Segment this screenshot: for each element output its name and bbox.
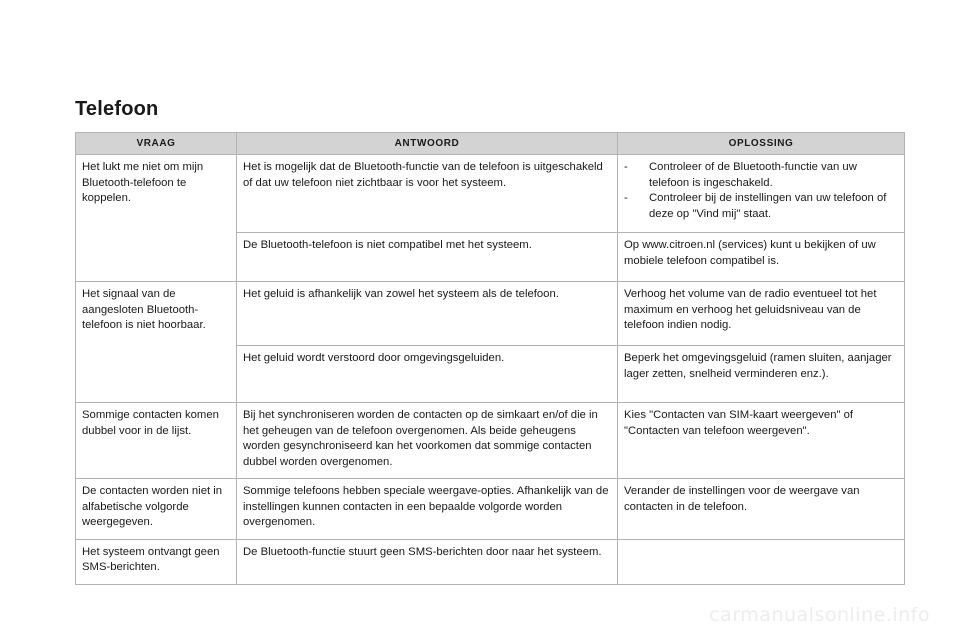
watermark-text: carmanualsonline.info (709, 604, 930, 626)
solution-cell: Verander de instellingen voor de weergave van contacten in de telefoon. (618, 479, 905, 540)
solution-step-text: Controleer bij de instellingen van uw telefoon of deze op "Vind mij" staat. (649, 192, 887, 220)
solution-step-text: Controleer of de Bluetooth-functie van uw telefoon is ingeschakeld. (649, 161, 857, 189)
table-row (76, 539, 905, 584)
column-header-question: VRAAG (76, 133, 237, 155)
solution-cell (618, 155, 905, 233)
answer-cell: De Bluetooth-functie stuurt geen SMS-berichten door naar het systeem. (237, 539, 618, 584)
question-cell: Het lukt me niet om mijn Bluetooth-telefoon te koppelen. (76, 155, 237, 282)
answer-cell: Het geluid is afhankelijk van zowel het systeem als de telefoon. (237, 282, 618, 346)
question-cell: Sommige contacten komen dubbel voor in de lijst. (76, 403, 237, 479)
answer-cell: Het is mogelijk dat de Bluetooth-functie van de telefoon is uitgeschakeld of dat uw telefoon niet zichtbaar is voor het systeem. (237, 155, 618, 233)
solution-cell: Verhoog het volume van de radio eventueel tot het maximum en verhoog het geluidsniveau van de telefoon indien nodig. (618, 282, 905, 346)
question-cell: Het signaal van de aangesloten Bluetooth-telefoon is niet hoorbaar. (76, 282, 237, 403)
answer-cell: Bij het synchroniseren worden de contacten op de simkaart en/of die in het geheugen van de telefoon overgenomen. Als beide geheugens worden gesynchroniseerd kan het voorkomen dat sommige contacten dubbel worden overgenomen. (237, 403, 618, 479)
table-row (76, 282, 905, 346)
bullet-dash: - (624, 192, 628, 204)
solution-cell (618, 539, 905, 584)
page-title: Telefoon (75, 98, 159, 120)
solution-cell: Op www.citroen.nl (services) kunt u bekijken of uw mobiele telefoon compatibel is. (618, 233, 905, 282)
question-cell: De contacten worden niet in alfabetische volgorde weergegeven. (76, 479, 237, 540)
solution-step (624, 160, 898, 191)
table-row (76, 155, 905, 233)
answer-cell: De Bluetooth-telefoon is niet compatibel met het systeem. (237, 233, 618, 282)
table-header-row (76, 133, 905, 155)
column-header-solution: OPLOSSING (618, 133, 905, 155)
answer-cell: Sommige telefoons hebben speciale weergave-opties. Afhankelijk van de instellingen kunnen contacten in een bepaalde volgorde worden overgenomen. (237, 479, 618, 540)
question-cell: Het systeem ontvangt geen SMS-berichten. (76, 539, 237, 584)
solution-step (624, 191, 898, 222)
answer-cell: Het geluid wordt verstoord door omgevingsgeluiden. (237, 346, 618, 403)
solution-cell: Kies "Contacten van SIM-kaart weergeven" of "Contacten van telefoon weergeven". (618, 403, 905, 479)
table-row (76, 479, 905, 540)
solution-cell: Beperk het omgevingsgeluid (ramen sluiten, aanjager lager zetten, snelheid verminderen enz.). (618, 346, 905, 403)
solution-step-list (624, 160, 898, 222)
column-header-answer: ANTWOORD (237, 133, 618, 155)
troubleshooting-table (75, 132, 905, 585)
bullet-dash: - (624, 161, 628, 173)
table-row (76, 403, 905, 479)
